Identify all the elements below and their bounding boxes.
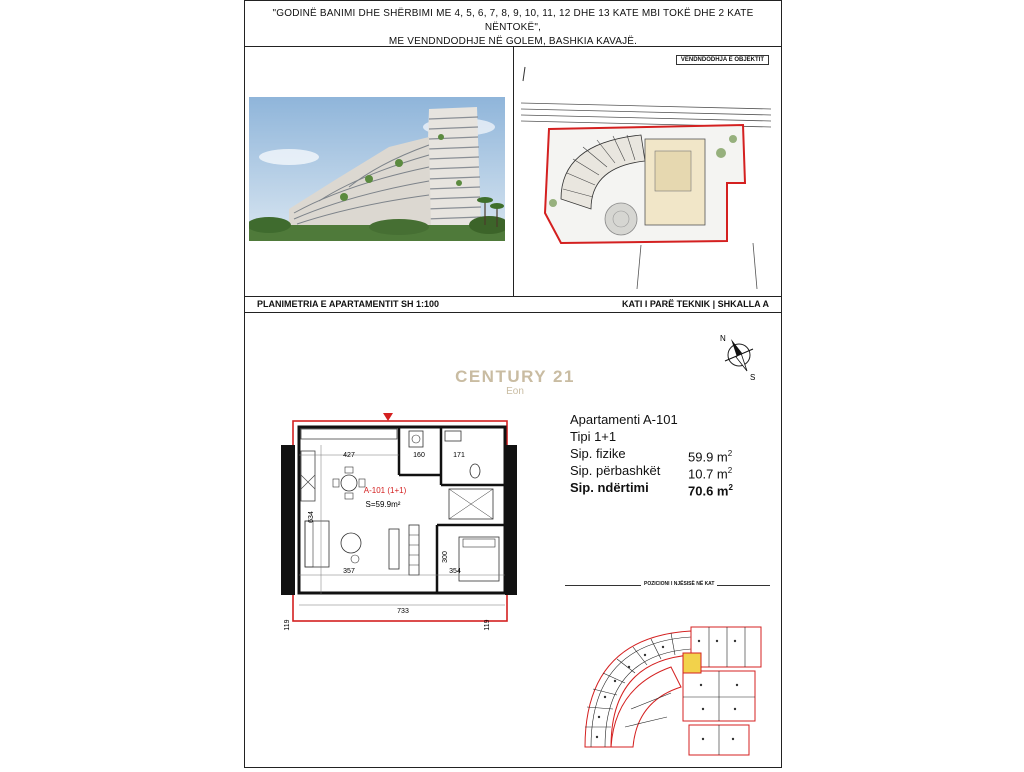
brand-sub: Eon (506, 386, 524, 397)
area-value: 70.6 $m^2$ (688, 483, 733, 499)
project-title-line1: "GODINË BANIMI DHE SHËRBIMI ME 4, 5, 6, 7, 8, 9, 10, 11, 12 DHE 13 KATE MBI TOKË DHE 2 KATE NËNTOKË", (272, 8, 754, 33)
apartment-info (570, 411, 760, 499)
area-row (570, 479, 760, 499)
north-arrow-icon (717, 331, 761, 381)
unit-label: A-101 (1+1) (363, 486, 407, 495)
area-label: Sip. përbashkët (570, 463, 661, 478)
building-render-image (249, 97, 505, 241)
dim-bed-height: 300 (442, 551, 449, 563)
floor-title: KATI I PARË TEKNIK | SHKALLA A (621, 299, 769, 309)
keyplan-title: POZICIONI I NJËSISË NË KAT (565, 585, 770, 596)
dim-top-bath-a: 160 (413, 452, 425, 459)
divider (245, 312, 781, 313)
dim-bottom-left: 357 (343, 568, 355, 575)
project-title-line2: ME VENDNDODHJE NË GOLEM, BASHKIA KAVAJË. (388, 36, 638, 47)
dim-left-height: 634 (308, 511, 315, 523)
site-plan (521, 53, 775, 289)
unit-area: S=59.9m² (365, 500, 401, 509)
drawing-sheet (244, 0, 782, 768)
plan-title: PLANIMETRIA E APARTAMENTIT SH 1:100 (257, 299, 440, 309)
apartment-floor-plan (259, 405, 531, 639)
location-label: VENDNDODHJA E OBJEKTIT (676, 55, 769, 65)
area-value: 10.7 $m^2$ (688, 466, 733, 482)
dim-balcony-right: 119 (484, 619, 491, 631)
area-label: Sip. ndërtimi (570, 480, 649, 495)
dim-top-living: 427 (343, 452, 355, 459)
brand-name: CENTURY 21 (455, 367, 575, 386)
brand-watermark (445, 367, 585, 397)
compass-n: N (720, 334, 726, 343)
area-row (570, 462, 760, 482)
dim-top-bath-b: 171 (453, 452, 465, 459)
floor-key-plan (571, 597, 777, 767)
apartment-type: Tipi 1+1 (570, 429, 617, 444)
compass-s: S (750, 373, 756, 381)
dim-bottom-right: 354 (449, 568, 461, 575)
project-title (245, 7, 781, 49)
dim-total-width: 733 (397, 608, 409, 615)
section-header (245, 297, 781, 311)
area-row (570, 445, 760, 465)
area-label: Sip. fizike (570, 446, 626, 461)
vertical-divider (513, 47, 514, 296)
area-value: 59.9 $m^2$ (688, 449, 733, 465)
apartment-name: Apartamenti A-101 (570, 412, 678, 427)
dim-balcony-left: 119 (284, 619, 291, 631)
